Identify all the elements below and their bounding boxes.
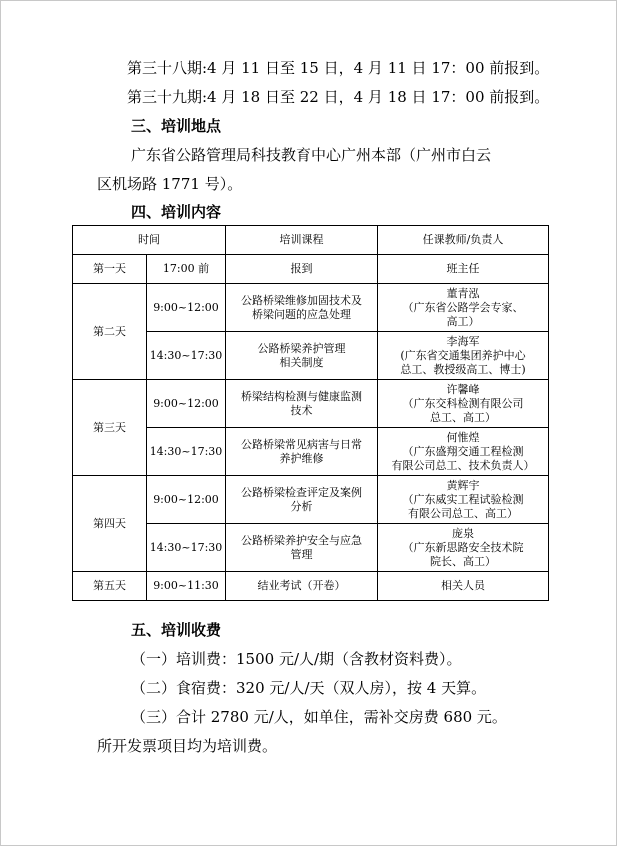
teacher-detail: （广东盛翔交通工程检测: [402, 444, 524, 458]
course-cell: [226, 332, 378, 380]
teacher-cell: [378, 284, 549, 332]
teacher-detail: （广东省公路学会专家、: [402, 300, 524, 314]
table-header-row: [73, 226, 549, 255]
teacher-detail: 院长、高工）: [430, 554, 496, 568]
teacher-name: 黄辉宇: [446, 478, 480, 492]
table-row: [73, 380, 549, 428]
fee-line-training: （一）培训费：1500 元/人/期（含教材资料费）。: [131, 650, 462, 668]
teacher-cell: 相关人员: [378, 572, 549, 601]
header-course: 培训课程: [226, 226, 378, 255]
teacher-name: 庞泉: [452, 526, 474, 540]
course-cell: [226, 524, 378, 572]
header-teacher: 任课教师/负责人: [378, 226, 549, 255]
section3-text-line1: 广东省公路管理局科技教育中心广州本部（广州市白云: [131, 146, 492, 164]
teacher-cell: 班主任: [378, 255, 549, 284]
course-cell: 报到: [226, 255, 378, 284]
course-cell: [226, 284, 378, 332]
course-line: 桥梁结构检测与健康监测: [241, 389, 362, 403]
fee-line-lodging: （二）食宿费：320 元/人/天（双人房），按 4 天算。: [131, 679, 487, 697]
section5-heading: 五、培训收费: [131, 621, 222, 639]
table-row: [73, 284, 549, 332]
course-line: 公路桥梁养护管理: [257, 341, 346, 355]
section4-heading: 四、培训内容: [131, 203, 222, 221]
table-row: [73, 255, 549, 284]
teacher-detail: 总工、教授级高工、博士): [400, 362, 526, 376]
teacher-cell: [378, 428, 549, 476]
invoice-note: 所开发票项目均为培训费。: [97, 737, 278, 755]
teacher-name: 李海军: [446, 334, 480, 348]
time-cell: 14:30~17:30: [147, 524, 226, 572]
course-cell: [226, 476, 378, 524]
schedule-line-39: 第三十九期:4 月 18 日至 22 日，4 月 18 日 17：00 前报到。: [127, 88, 550, 106]
day-cell: 第二天: [73, 284, 147, 380]
teacher-detail: 有限公司总工、高工）: [408, 506, 518, 520]
teacher-name: 董青泓: [446, 286, 480, 300]
teacher-cell: [378, 476, 549, 524]
time-cell: 17:00 前: [147, 255, 226, 284]
teacher-cell: [378, 524, 549, 572]
header-time: 时间: [73, 226, 226, 255]
section3-text-line2: 区机场路 1771 号）。: [97, 175, 243, 193]
fee-line-total: （三）合计 2780 元/人，如单住，需补交房费 680 元。: [131, 708, 507, 726]
teacher-detail: 有限公司总工、技术负责人）: [391, 458, 535, 472]
table-row: [73, 476, 549, 524]
course-line: 桥梁问题的应急处理: [252, 307, 351, 321]
course-line: 公路桥梁检查评定及案例: [241, 485, 362, 499]
teacher-cell: [378, 380, 549, 428]
time-cell: 9:00~11:30: [147, 572, 226, 601]
teacher-name: 何惟煌: [446, 430, 480, 444]
training-schedule-table: [72, 225, 549, 601]
schedule-line-38: 第三十八期:4 月 11 日至 15 日，4 月 11 日 17：00 前报到。: [127, 59, 550, 77]
course-line: 养护维修: [279, 451, 324, 465]
teacher-detail: （广东交科检测有限公司: [402, 396, 524, 410]
teacher-name: 许馨峰: [446, 382, 480, 396]
time-cell: 14:30~17:30: [147, 332, 226, 380]
teacher-detail: （广东威实工程试验检测: [402, 492, 524, 506]
course-line: 分析: [290, 499, 313, 513]
course-line: 管理: [290, 547, 313, 561]
time-cell: 9:00~12:00: [147, 476, 226, 524]
course-line: 公路桥梁养护安全与应急: [241, 533, 362, 547]
course-line: 公路桥梁常见病害与日常: [241, 437, 362, 451]
teacher-cell: [378, 332, 549, 380]
time-cell: 9:00~12:00: [147, 380, 226, 428]
course-line: 技术: [290, 403, 313, 417]
section3-heading: 三、培训地点: [131, 117, 222, 135]
course-line: 公路桥梁维修加固技术及: [241, 293, 362, 307]
time-cell: 14:30~17:30: [147, 428, 226, 476]
teacher-detail: （广东新思路安全技术院: [402, 540, 524, 554]
course-cell: [226, 380, 378, 428]
table-row: [73, 572, 549, 601]
teacher-detail: 高工）: [446, 314, 480, 328]
course-line: 相关制度: [279, 355, 324, 369]
teacher-detail: 总工、高工）: [430, 410, 496, 424]
day-cell: 第五天: [73, 572, 147, 601]
teacher-detail: (广东省交通集团养护中心: [400, 348, 526, 362]
course-cell: 结业考试（开卷）: [226, 572, 378, 601]
day-cell: 第一天: [73, 255, 147, 284]
course-cell: [226, 428, 378, 476]
day-cell: 第四天: [73, 476, 147, 572]
time-cell: 9:00~12:00: [147, 284, 226, 332]
day-cell: 第三天: [73, 380, 147, 476]
